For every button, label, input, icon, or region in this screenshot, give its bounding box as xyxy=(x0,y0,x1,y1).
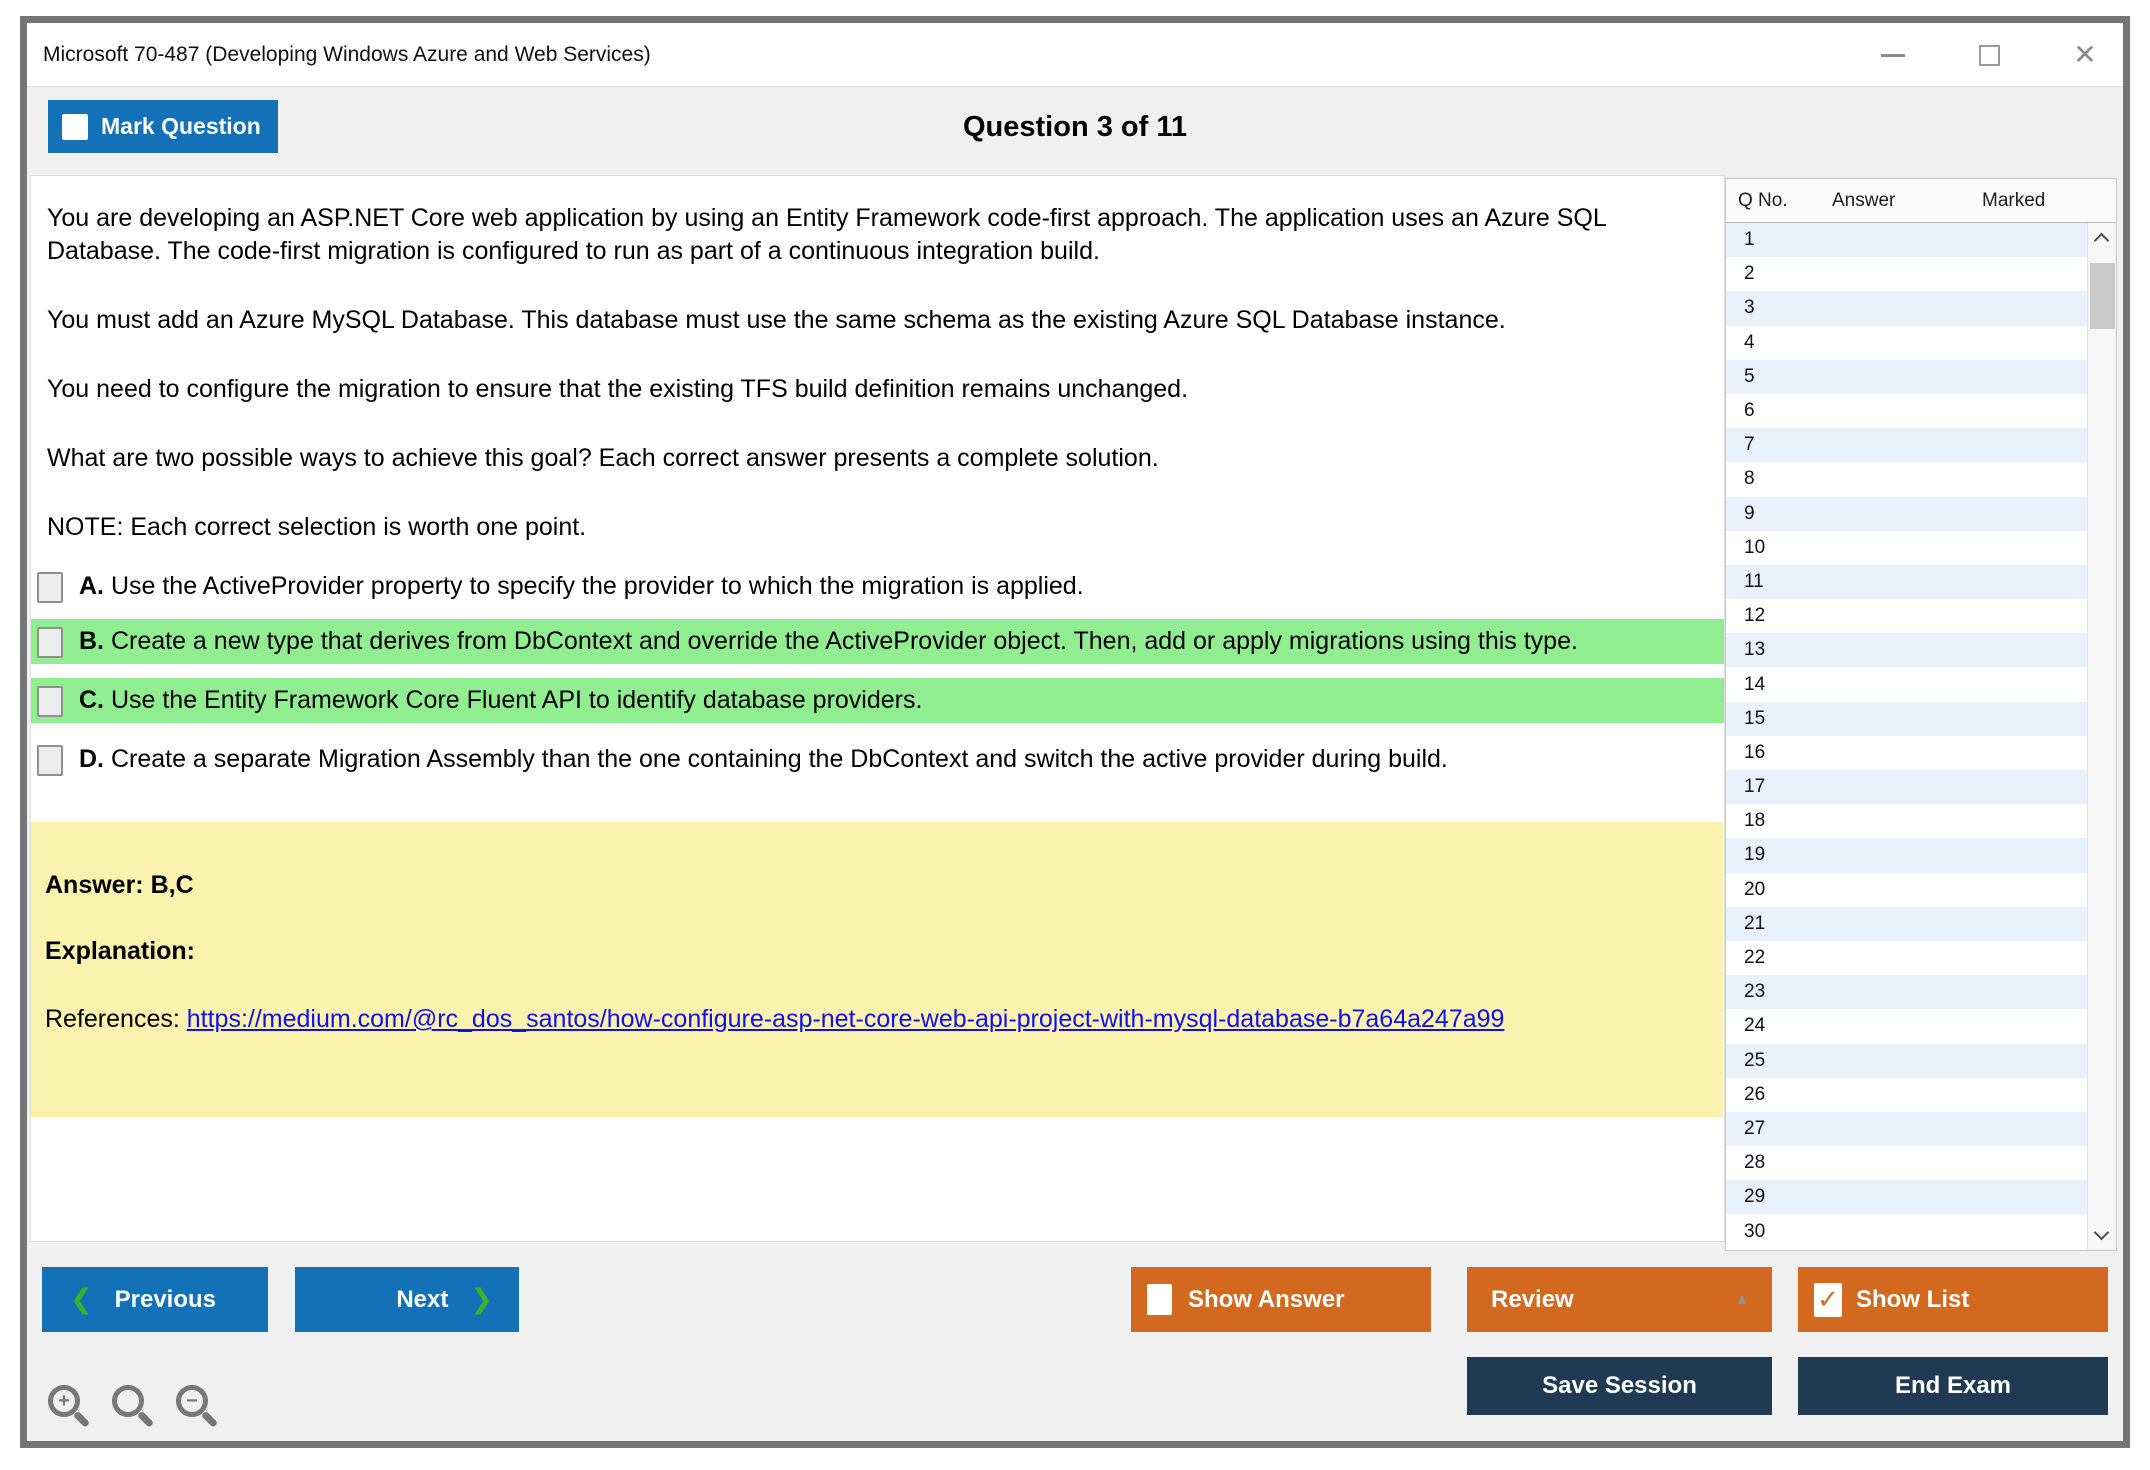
question-number: 10 xyxy=(1744,536,1766,558)
question-number: 19 xyxy=(1744,844,1766,866)
question-number: 4 xyxy=(1744,331,1755,353)
question-list-item[interactable] xyxy=(1726,633,2087,667)
question-number: 27 xyxy=(1744,1117,1766,1139)
question-number: 29 xyxy=(1744,1186,1766,1208)
previous-button[interactable] xyxy=(42,1267,268,1332)
end-exam-label: End Exam xyxy=(1894,1372,2012,1399)
question-number: 18 xyxy=(1744,810,1766,832)
question-list-item[interactable] xyxy=(1726,599,2087,633)
save-session-label: Save Session xyxy=(1542,1372,1697,1399)
question-list-item[interactable] xyxy=(1726,1180,2087,1214)
question-number: 8 xyxy=(1744,468,1755,490)
question-list-item[interactable] xyxy=(1726,1009,2087,1043)
question-number: 13 xyxy=(1744,639,1766,661)
maximize-button[interactable] xyxy=(1969,35,2009,75)
question-list-item[interactable] xyxy=(1726,257,2087,291)
question-list-panel xyxy=(1725,178,2117,1251)
question-number: 15 xyxy=(1744,707,1766,729)
zoom-in-icon[interactable]: + xyxy=(48,1385,94,1431)
column-answer: Answer xyxy=(1832,189,1896,211)
question-number: 28 xyxy=(1744,1152,1766,1174)
question-number: 9 xyxy=(1744,502,1755,524)
question-list-item[interactable] xyxy=(1726,975,2087,1009)
scroll-up-icon[interactable] xyxy=(2094,233,2110,249)
question-paragraph: What are two possible ways to achieve this goal? Each correct answer presents a complete solution. xyxy=(47,444,1159,472)
column-qno: Q No. xyxy=(1738,189,1788,211)
question-counter: Question 3 of 11 xyxy=(963,111,1187,143)
app-window xyxy=(20,16,2130,1448)
chevron-right-icon: ❯ xyxy=(470,1284,493,1314)
answer-option[interactable] xyxy=(31,619,1724,664)
show-list-label: Show List xyxy=(1856,1285,1970,1313)
question-list-item[interactable] xyxy=(1726,1214,2087,1248)
next-button[interactable] xyxy=(295,1267,519,1332)
check-icon: ✓ xyxy=(1817,1284,1839,1314)
scroll-down-icon[interactable] xyxy=(2094,1225,2110,1241)
question-list-item[interactable] xyxy=(1726,223,2087,257)
correct-answer: Answer: B,C xyxy=(45,871,194,899)
question-list-item[interactable] xyxy=(1726,1146,2087,1180)
question-number: 25 xyxy=(1744,1049,1766,1071)
question-number: 20 xyxy=(1744,878,1766,900)
option-checkbox[interactable] xyxy=(37,686,63,717)
question-paragraph: You must add an Azure MySQL Database. This database must use the same schema as the existing Azure SQL Database instance. xyxy=(47,306,1506,334)
question-paragraph: You need to configure the migration to ensure that the existing TFS build definition remains unchanged. xyxy=(47,375,1189,403)
question-list-item[interactable] xyxy=(1726,565,2087,599)
minimize-button[interactable] xyxy=(1873,35,1913,75)
option-text: Use the Entity Framework Core Fluent API to identify database providers. xyxy=(110,686,923,714)
save-session-button[interactable] xyxy=(1467,1357,1772,1415)
option-letter: B. xyxy=(79,627,104,655)
question-number: 23 xyxy=(1744,981,1766,1003)
question-number: 26 xyxy=(1744,1083,1766,1105)
question-number: 1 xyxy=(1744,229,1755,251)
answer-option[interactable] xyxy=(31,564,1724,609)
question-number: 6 xyxy=(1744,400,1755,422)
question-list-body xyxy=(1726,223,2116,1250)
question-list-item[interactable] xyxy=(1726,360,2087,394)
show-answer-button[interactable] xyxy=(1131,1267,1431,1332)
references-label: References: xyxy=(45,1005,180,1033)
show-answer-label: Show Answer xyxy=(1188,1285,1345,1313)
show-answer-checkbox[interactable] xyxy=(1147,1284,1172,1315)
mark-question-label: Mark Question xyxy=(101,113,261,139)
question-list-item[interactable] xyxy=(1726,394,2087,428)
option-checkbox[interactable] xyxy=(37,745,63,776)
scrollbar xyxy=(2087,223,2116,1250)
question-list-item[interactable] xyxy=(1726,702,2087,736)
question-list-item[interactable] xyxy=(1726,326,2087,360)
question-list-item[interactable] xyxy=(1726,428,2087,462)
question-number: 5 xyxy=(1744,365,1755,387)
question-number: 12 xyxy=(1744,605,1766,627)
zoom-out-icon[interactable]: − xyxy=(176,1385,222,1431)
question-number: 11 xyxy=(1744,570,1764,592)
zoom-toolbar xyxy=(48,1385,222,1431)
question-list-item[interactable] xyxy=(1726,1112,2087,1146)
close-button[interactable] xyxy=(2065,35,2105,75)
option-checkbox[interactable] xyxy=(37,627,63,658)
question-number: 3 xyxy=(1744,297,1755,319)
question-note: NOTE: Each correct selection is worth one point. xyxy=(47,513,587,541)
caret-up-icon: ▲ xyxy=(1734,1291,1750,1308)
show-list-button[interactable] xyxy=(1798,1267,2108,1332)
option-letter: D. xyxy=(79,745,104,773)
question-paragraph: You are developing an ASP.NET Core web application by using an Entity Framework code-first approach. The application uses an Azure SQL Database. The code-first migration is configured to run as part of a continuous integration build. xyxy=(47,204,1606,265)
question-list-item[interactable] xyxy=(1726,667,2087,701)
option-text: Create a new type that derives from DbContext and override the ActiveProvider object. Then, add or apply migrations using this type. xyxy=(110,627,1578,655)
question-list-item[interactable] xyxy=(1726,291,2087,325)
question-number: 17 xyxy=(1744,776,1766,798)
review-label: Review xyxy=(1491,1285,1574,1313)
previous-label: Previous xyxy=(114,1285,217,1313)
option-letter: A. xyxy=(79,572,104,600)
question-list-item[interactable] xyxy=(1726,462,2087,496)
option-letter: C. xyxy=(79,686,104,714)
zoom-reset-icon[interactable] xyxy=(112,1385,158,1431)
answer-explanation-box xyxy=(31,822,1723,1117)
question-list-item[interactable] xyxy=(1726,531,2087,565)
question-list-item[interactable] xyxy=(1726,873,2087,907)
option-checkbox[interactable] xyxy=(37,572,63,603)
review-button[interactable] xyxy=(1467,1267,1772,1332)
show-list-checkbox[interactable] xyxy=(1814,1283,1842,1317)
maximize-icon xyxy=(1979,45,2000,66)
option-text: Create a separate Migration Assembly than the one containing the DbContext and switch the active provider during build. xyxy=(110,745,1448,773)
answer-option[interactable] xyxy=(31,678,1724,723)
answer-option[interactable] xyxy=(31,737,1724,782)
close-icon: ✕ xyxy=(2073,39,2097,70)
end-exam-button[interactable] xyxy=(1798,1357,2108,1415)
question-list-item[interactable] xyxy=(1726,838,2087,872)
question-number: 7 xyxy=(1744,434,1755,456)
question-number: 16 xyxy=(1744,741,1766,763)
window-controls xyxy=(1873,23,2105,87)
question-list-header xyxy=(1726,179,2116,223)
question-list-item[interactable] xyxy=(1726,1044,2087,1078)
chevron-left-icon: ❮ xyxy=(70,1284,93,1314)
question-panel xyxy=(30,175,1725,1242)
scrollbar-thumb[interactable] xyxy=(2090,263,2115,329)
explanation-label: Explanation: xyxy=(45,937,196,965)
next-label: Next xyxy=(396,1285,449,1313)
references-line xyxy=(45,1002,1699,1036)
option-text: Use the ActiveProvider property to specify the provider to which the migration is applied. xyxy=(110,572,1084,600)
question-list-item[interactable] xyxy=(1726,736,2087,770)
question-list-item[interactable] xyxy=(1726,770,2087,804)
question-list xyxy=(1726,223,2087,1250)
minimize-icon xyxy=(1881,54,1905,57)
window-title: Microsoft 70-487 (Developing Windows Azure and Web Services) xyxy=(43,42,651,66)
question-list-item[interactable] xyxy=(1726,907,2087,941)
column-marked: Marked xyxy=(1982,189,2046,211)
question-number: 24 xyxy=(1744,1015,1766,1037)
question-number: 21 xyxy=(1744,912,1766,934)
question-list-item[interactable] xyxy=(1726,804,2087,838)
question-list-item[interactable] xyxy=(1726,497,2087,531)
question-number: 30 xyxy=(1744,1220,1766,1242)
titlebar xyxy=(27,23,2123,87)
options-list xyxy=(31,564,1724,782)
question-list-item[interactable] xyxy=(1726,941,2087,975)
question-number: 22 xyxy=(1744,947,1766,969)
question-list-item[interactable] xyxy=(1726,1078,2087,1112)
question-number: 2 xyxy=(1744,263,1755,285)
reference-link[interactable]: https://medium.com/@rc_dos_santos/how-configure-asp-net-core-web-api-project-with-mysql-database-b7a64a247a99 xyxy=(186,1005,1505,1033)
question-number: 14 xyxy=(1744,673,1766,695)
